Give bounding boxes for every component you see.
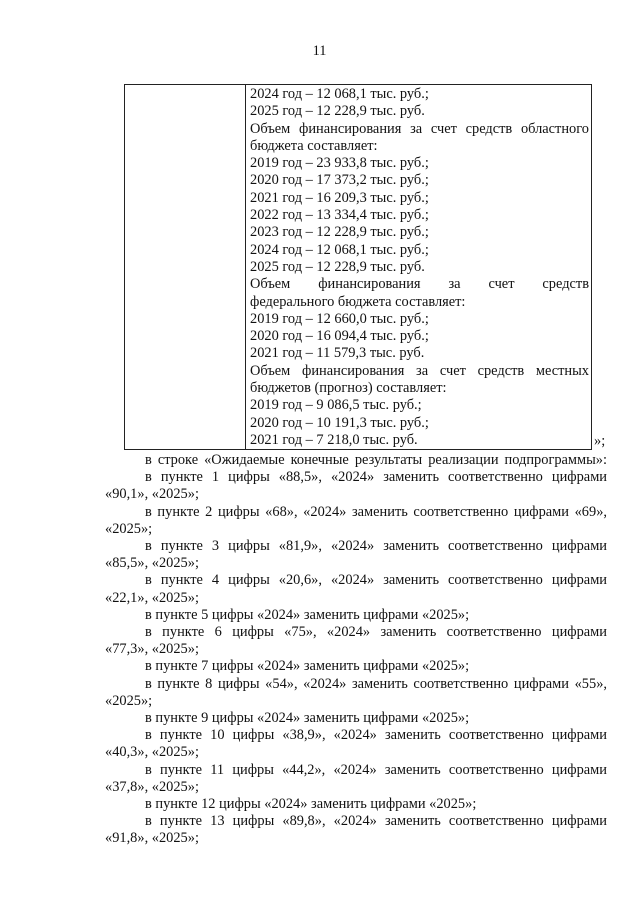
paragraph-continuation: «90,1», «2025»;: [105, 486, 199, 503]
table-line: 2025 год – 12 228,9 тыс. руб.: [250, 258, 425, 275]
paragraph-line: в пункте 7 цифры «2024» заменить цифрами «2025»;: [145, 658, 470, 675]
table-line: 2019 год – 23 933,8 тыс. руб.;: [250, 155, 429, 172]
table-text-cell: [246, 85, 592, 450]
paragraph-line: в пункте 9 цифры «2024» заменить цифрами «2025»;: [145, 710, 470, 727]
paragraph-line: в пункте 4 цифры «20,6», «2024» заменить соответственно цифрами: [145, 572, 607, 589]
paragraph-continuation: «85,5», «2025»;: [105, 555, 199, 572]
table-line: 2020 год – 16 094,4 тыс. руб.;: [250, 328, 429, 345]
paragraph-line: в пункте 11 цифры «44,2», «2024» заменить соответственно цифрами: [145, 761, 607, 778]
paragraph-line: в строке «Ожидаемые конечные результаты реализации подпрограммы»:: [145, 452, 607, 468]
paragraph-continuation: «37,8», «2025»;: [105, 778, 199, 795]
table-line: 2020 год – 10 191,3 тыс. руб.;: [250, 414, 429, 431]
paragraph-continuation: «40,3», «2025»;: [105, 744, 199, 761]
paragraph-line: в пункте 12 цифры «2024» заменить цифрами «2025»;: [145, 796, 477, 813]
paragraph-line: в пункте 3 цифры «81,9», «2024» заменить соответственно цифрами: [145, 538, 607, 555]
paragraph-line: в пункте 1 цифры «88,5», «2024» заменить соответственно цифрами: [145, 469, 607, 486]
body-text: [105, 452, 607, 848]
table-empty-cell: [125, 85, 246, 450]
table-line: 2021 год – 11 579,3 тыс. руб.: [250, 345, 425, 362]
paragraph-continuation: «2025»;: [105, 692, 153, 709]
table-line: 2019 год – 12 660,0 тыс. руб.;: [250, 310, 429, 327]
page-number: 11: [312, 43, 327, 59]
paragraph-continuation: «91,8», «2025»;: [105, 830, 199, 847]
table-line: бюджетов (прогноз) составляет:: [250, 380, 447, 397]
paragraph-continuation: «2025»;: [105, 520, 153, 537]
table-line: 2023 год – 12 228,9 тыс. руб.;: [250, 224, 429, 241]
paragraph-continuation: «77,3», «2025»;: [105, 641, 199, 658]
table-line: 2024 год – 12 068,1 тыс. руб.;: [250, 241, 429, 258]
table-line: 2022 год – 13 334,4 тыс. руб.;: [250, 207, 429, 224]
paragraph-line: в пункте 13 цифры «89,8», «2024» заменить соответственно цифрами: [145, 813, 607, 830]
paragraph-line: в пункте 5 цифры «2024» заменить цифрами «2025»;: [145, 606, 470, 623]
paragraph-continuation: «22,1», «2025»;: [105, 589, 199, 606]
table-line: Объем финансирования за счет средств: [250, 276, 589, 293]
table-line: 2021 год – 7 218,0 тыс. руб.: [250, 431, 418, 448]
paragraph-line: в пункте 2 цифры «68», «2024» заменить соответственно цифрами «69»,: [145, 503, 607, 520]
table-line: 2019 год – 9 086,5 тыс. руб.;: [250, 397, 422, 414]
table-row: [125, 85, 592, 450]
table-line: федерального бюджета составляет:: [250, 293, 466, 310]
table-line: бюджета составляет:: [250, 137, 378, 154]
paragraph-line: в пункте 6 цифры «75», «2024» заменить соответственно цифрами: [145, 624, 607, 641]
table-line: 2021 год – 16 209,3 тыс. руб.;: [250, 189, 429, 206]
paragraph-line: в пункте 8 цифры «54», «2024» заменить соответственно цифрами «55»,: [145, 675, 607, 692]
closing-quote: »;: [594, 433, 606, 449]
table-line: 2024 год – 12 068,1 тыс. руб.;: [250, 86, 429, 102]
table-line: Объем финансирования за счет средств местных: [250, 362, 589, 379]
paragraph-line: в пункте 10 цифры «38,9», «2024» заменить соответственно цифрами: [145, 727, 607, 744]
table-line: Объем финансирования за счет средств областного: [250, 120, 589, 137]
table-line: 2025 год – 12 228,9 тыс. руб.: [250, 103, 425, 120]
financing-table: [124, 84, 592, 450]
table-line: 2020 год – 17 373,2 тыс. руб.;: [250, 172, 429, 189]
